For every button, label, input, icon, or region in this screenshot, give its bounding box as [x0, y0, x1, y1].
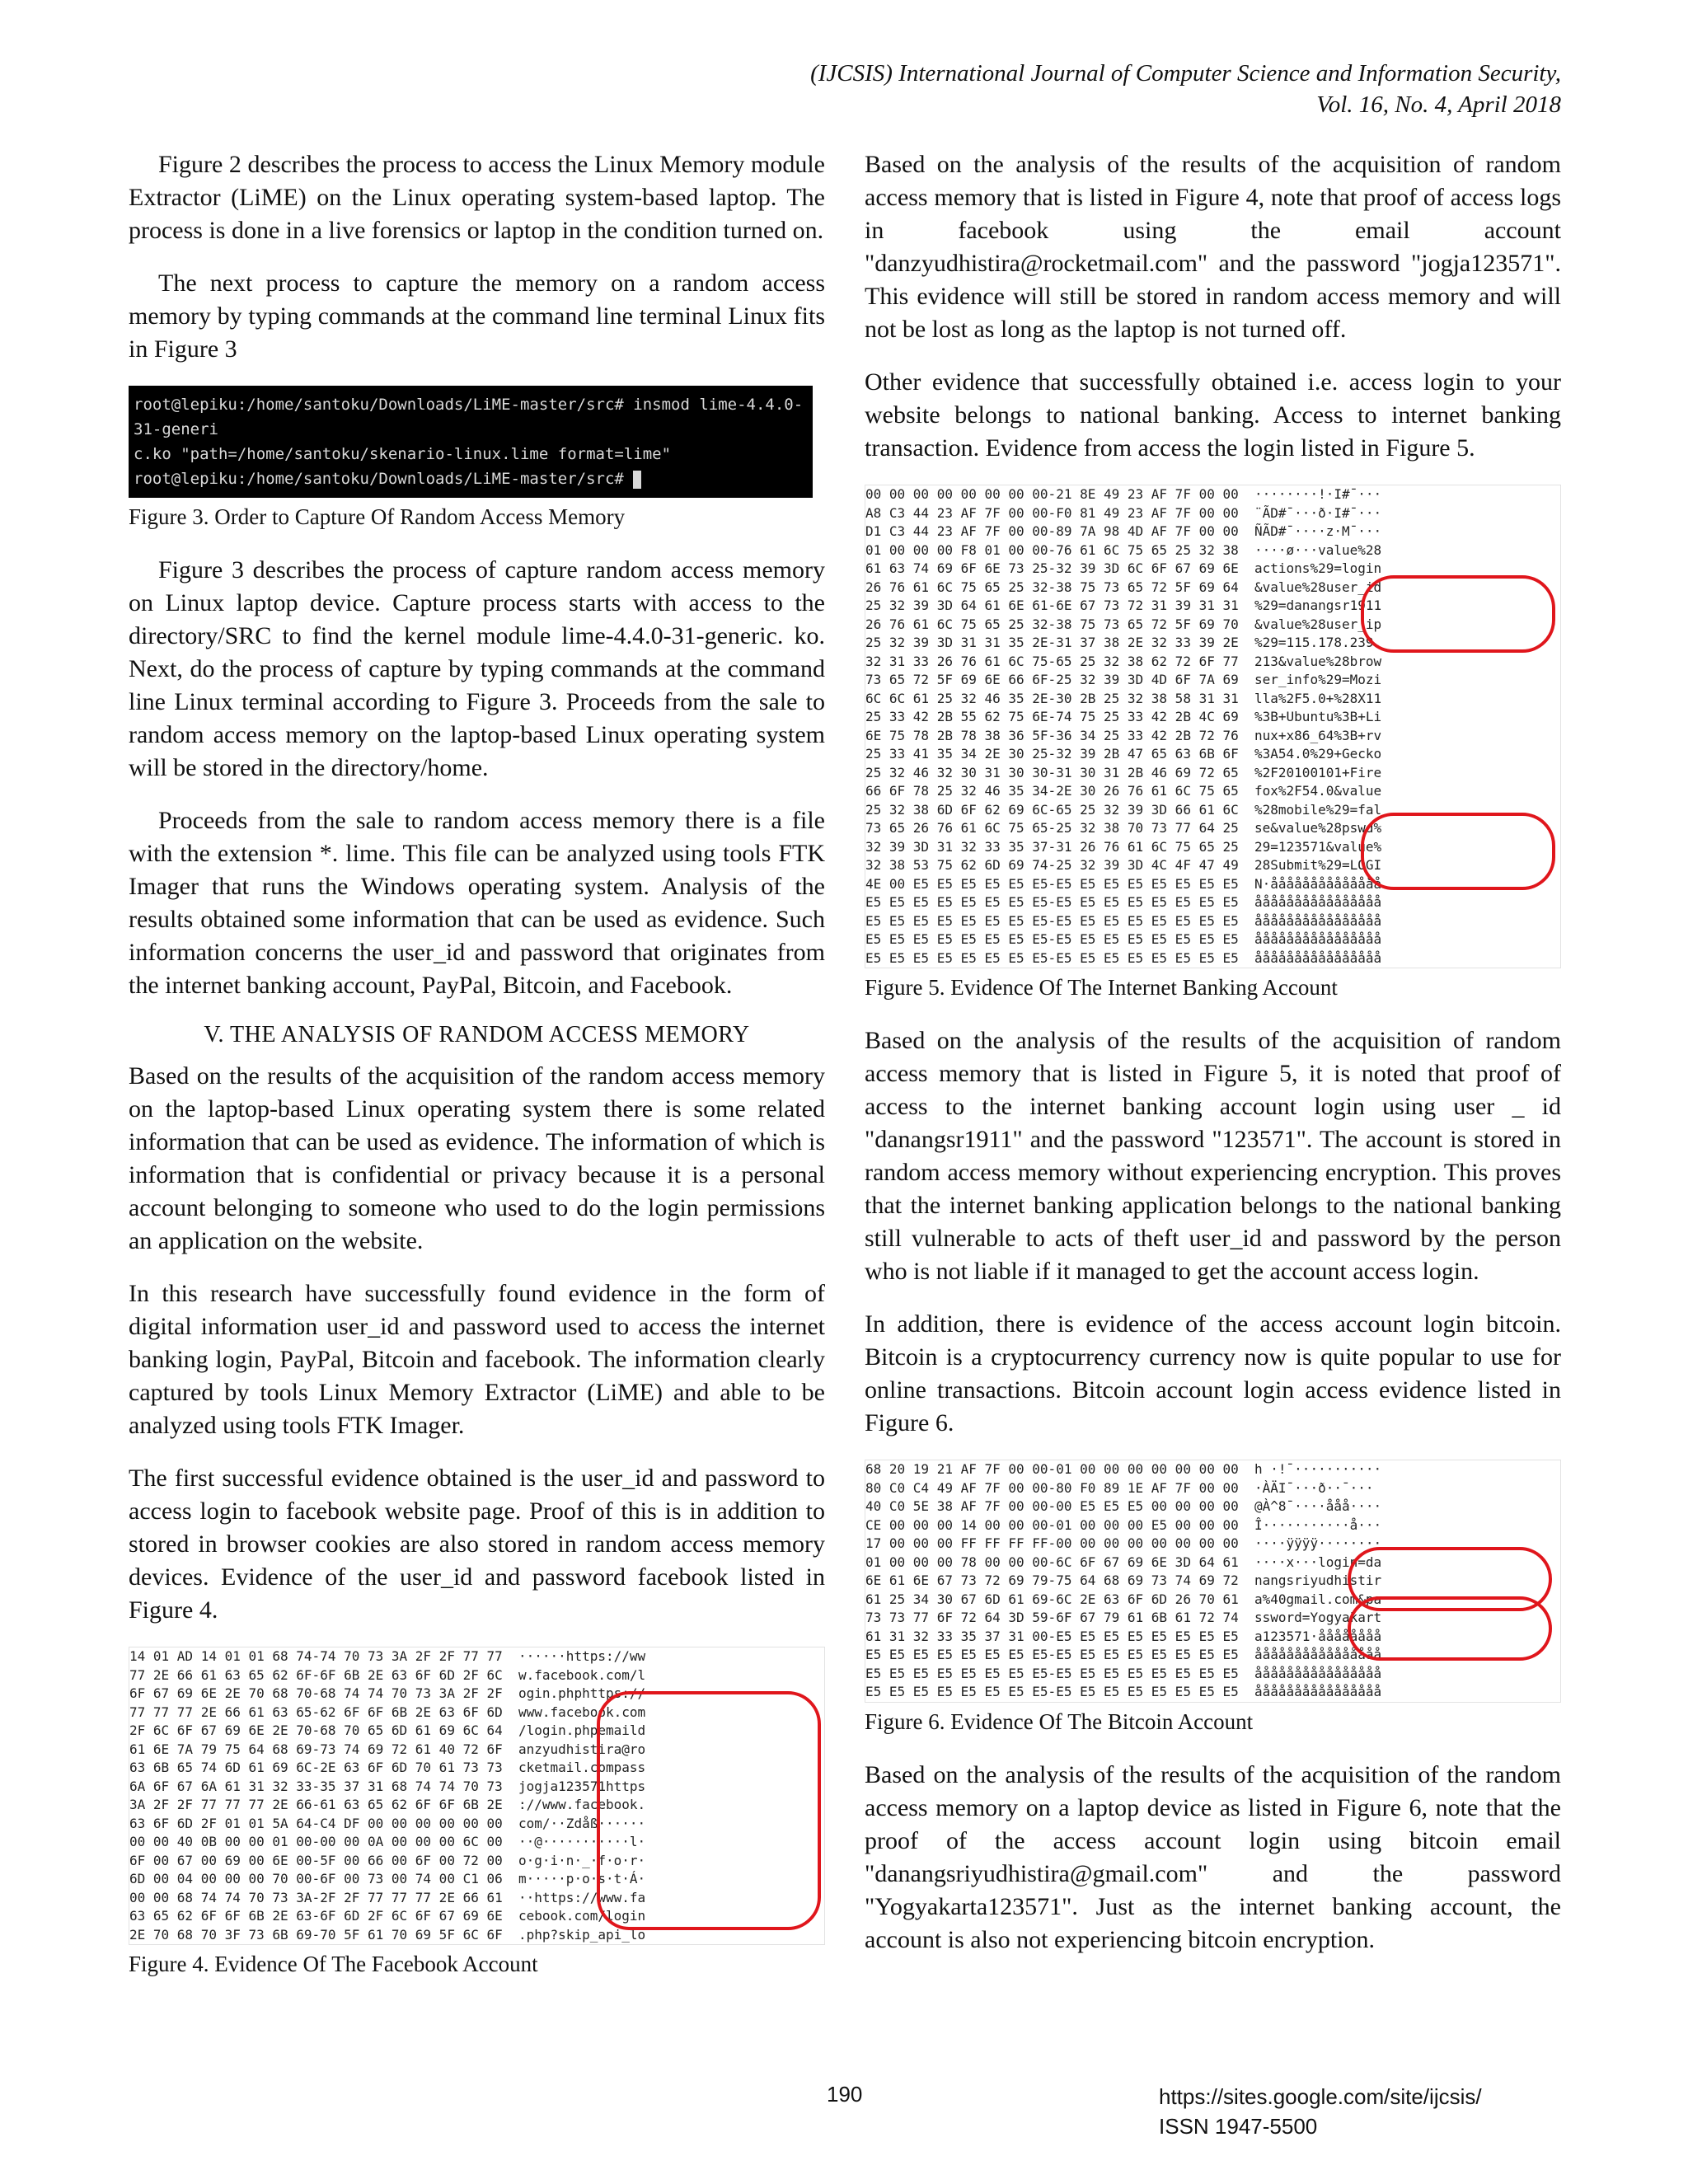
footer-url: https://sites.google.com/site/ijcsis/ [1159, 2084, 1482, 2109]
hex-row: 2F 6C 6F 67 69 6E 2E 70-68 70 65 6D 61 69 6C 64 /login.phpemaild [129, 1722, 646, 1738]
cursor-block [633, 471, 641, 489]
figure-3-terminal [129, 386, 813, 498]
hex-row: 6C 6C 61 25 32 46 35 2E-30 2B 25 32 38 58 31 31 lla%2F5.0+%28X11 [865, 690, 1382, 706]
terminal-prompt: root@lepiku:/home/santoku/Downloads/LiME-master/src# [134, 470, 634, 488]
hex-row: 77 77 77 2E 66 61 63 65-62 6F 6F 6B 2E 63 6F 6D www.facebook.com [129, 1704, 646, 1720]
paragraph: Proceeds from the sale to random access memory there is a file with the extension *. lime. This file can be analyzed using tools FTK Imager that runs the Windows operating system. Analysis of the results obtained some information that can be used as evidence. Such information concerns the user_id and password that originates from the internet banking account, PayPal, Bitcoin, and Facebook. [129, 807, 825, 999]
hex-row: E5 E5 E5 E5 E5 E5 E5 E5-E5 E5 E5 E5 E5 E5 E5 E5 åååååååååååååååå [865, 931, 1382, 947]
hex-row: 63 6F 6D 2F 01 01 5A 64-C4 DF 00 00 00 00 00 00 com/··Zdåß······ [129, 1815, 646, 1831]
hex-row: 25 32 39 3D 64 61 6E 61-6E 67 73 72 31 39 31 31 %29=danangsr1911 [865, 598, 1382, 613]
hex-row: 40 C0 5E 38 AF 7F 00 00-00 E5 E5 E5 00 00 00 00 @À^8¯····ååå···· [865, 1498, 1382, 1514]
hex-row: E5 E5 E5 E5 E5 E5 E5 E5-E5 E5 E5 E5 E5 E5 E5 E5 åååååååååååååååå [865, 1665, 1382, 1681]
highlight-circle [1361, 575, 1555, 653]
paragraph: Figure 3 describes the process of capture random access memory on Linux laptop device. Capture process starts with access to the directory/SRC to find the kernel module lime-4.4.0-31-generic. ko. Next, do the process of capture by typing commands at the command line Linux terminal according to Figure 3. Proceeds from the sale to random access memory on the laptop-based Linux operating system will be stored in the directory/home. [129, 556, 825, 781]
hex-row: 3A 2F 2F 77 77 77 2E 66-61 63 65 62 6F 6F 6B 2E ://www.facebook. [129, 1797, 646, 1812]
footer-issn: ISSN 1947-5500 [1159, 2114, 1318, 2139]
hex-row: 61 25 34 30 67 6D 61 69-6C 2E 63 6F 6D 26 70 61 a%40gmail.com&pa [865, 1591, 1382, 1607]
figure-6-caption: Figure 6. Evidence Of The Bitcoin Account [865, 1708, 1254, 1734]
hex-row: 32 31 33 26 76 61 6C 75-65 25 32 38 62 72 6F 77 213&value%28brow [865, 653, 1382, 669]
hex-row: 73 73 77 6F 72 64 3D 59-6F 67 79 61 6B 61 72 74 ssword=Yogyakart [865, 1610, 1382, 1625]
hex-row: 68 20 19 21 AF 7F 00 00-01 00 00 00 00 00 00 00 h ·!¯··········· [865, 1461, 1382, 1477]
paragraph: Other evidence that successfully obtained i.e. access login to your website belongs to national banking. Access to internet banking transaction. Evidence from access the login listed in Figure 5. [865, 368, 1561, 462]
paragraph: Based on the analysis of the results of the acquisition of random access memory that is listed in Figure 5, it is noted that proof of access to the internet banking account login using user _ id "danangsr1911" and the password "123571". The account is stored in random access memory without experiencing encryption. This proves that the internet banking application belongs to the national banking still vulnerable to acts of theft user_id and password by the person who is not liable if it managed to get the account access login. [865, 1027, 1561, 1285]
hex-row: E5 E5 E5 E5 E5 E5 E5 E5-E5 E5 E5 E5 E5 E5 E5 E5 åååååååååååååååå [865, 1647, 1382, 1662]
paragraph: The next process to capture the memory on a random access memory by typing commands at the command line terminal Linux fits in Figure 3 [129, 269, 825, 363]
hex-row: 26 76 61 6C 75 65 25 32-38 75 73 65 72 5F 69 64 &value%28user_id [865, 579, 1382, 595]
hex-row: 6E 75 78 2B 78 38 36 5F-36 34 25 33 42 2B 72 76 nux+x86_64%3B+rv [865, 727, 1382, 743]
hex-row: 73 65 26 76 61 6C 75 65-25 32 38 70 73 77 64 25 se&value%28pswd% [865, 820, 1382, 836]
hex-row: 6A 6F 67 6A 61 31 32 33-35 37 31 68 74 74 70 73 jogja123571https [129, 1778, 646, 1794]
hex-row: 63 6B 65 74 6D 61 69 6C-2E 63 6F 6D 70 61 73 73 cketmail.compass [129, 1760, 646, 1775]
hex-row: 6E 61 6E 67 73 72 69 79-75 64 68 69 73 74 69 72 nangsriyudhistir [865, 1572, 1382, 1588]
hex-row: 73 65 72 5F 69 6E 66 6F-25 32 39 3D 4D 6F 7A 69 ser_info%29=Mozi [865, 672, 1382, 687]
highlight-circle [1361, 813, 1555, 890]
highlight-circle [1348, 1596, 1552, 1661]
hex-row: 01 00 00 00 F8 01 00 00-76 61 6C 75 65 25 32 38 ····ø···value%28 [865, 541, 1382, 558]
hex-row: E5 E5 E5 E5 E5 E5 E5 E5-E5 E5 E5 E5 E5 E5 E5 E5 åååååååååååååååå [865, 912, 1382, 929]
hex-row: 32 39 3D 31 32 33 35 37-31 26 76 61 6C 75 65 25 29=123571&value% [865, 838, 1382, 855]
paragraph: In this research have successfully found evidence in the form of digital information user_id and password used to access the internet banking login, PayPal, Bitcoin and facebook. The information clearly captured by tools Linux Memory Extractor (LiME) and able to be analyzed using tools FTK Imager. [129, 1280, 825, 1439]
highlight-circle [597, 1691, 821, 1930]
footer-info [1159, 2082, 1482, 2141]
page-number: 190 [827, 2082, 863, 2107]
hex-row: 80 C0 C4 49 AF 7F 00 00-80 F0 89 1E AF 7F 00 00 ·ÀÄI¯···ð··¯··· [865, 1479, 1374, 1496]
hex-row: E5 E5 E5 E5 E5 E5 E5 E5-E5 E5 E5 E5 E5 E5 E5 E5 åååååååååååååååå [865, 949, 1382, 966]
hex-row: 61 6E 7A 79 75 64 68 69-73 74 69 72 61 40 72 6F anzyudhistira@ro [129, 1741, 646, 1757]
hex-row: A8 C3 44 23 AF 7F 00 00-F0 81 49 23 AF 7F 00 00 ¨ÃD#¯···ð·I#¯··· [865, 504, 1382, 521]
hex-row: 2E 70 68 70 3F 73 6B 69-70 5F 61 70 69 5F 6C 6F .php?skip_api_lo [129, 1926, 646, 1943]
terminal-line [134, 466, 808, 491]
hex-row: 32 38 53 75 62 6D 69 74-25 32 39 3D 4C 4F 47 49 28Submit%29=LOGI [865, 857, 1382, 873]
hex-row: 25 33 41 35 34 2E 30 25-32 39 2B 47 65 63 6B 6F %3A54.0%29+Gecko [865, 746, 1382, 762]
header-line-2: Vol. 16, No. 4, April 2018 [1316, 91, 1561, 118]
paragraph: The first successful evidence obtained is the user_id and password to access login to facebook website page. Proof of this is in addition to stored in browser cookies are also stored in random access memory devices. Evidence of the user_id and password facebook listed in Figure 4. [129, 1465, 825, 1624]
paragraph: In addition, there is evidence of the access account login bitcoin. Bitcoin is a cryptocurrency currency now is quite popular to use for online transactions. Bitcoin account login access evidence listed in Figure 6. [865, 1310, 1561, 1436]
hex-row: 00 00 40 0B 00 00 01 00-00 00 0A 00 00 00 6C 00 ··@···········l· [129, 1834, 646, 1849]
hex-row: 4E 00 E5 E5 E5 E5 E5 E5-E5 E5 E5 E5 E5 E5 E5 E5 N·åååååååååååååå [865, 875, 1382, 892]
figure-6-hexdump [865, 1460, 1561, 1703]
hex-row: 00 00 68 74 74 70 73 3A-2F 2F 77 77 77 2E 66 61 ··https://www.fa [129, 1889, 646, 1905]
hex-row: 26 76 61 6C 75 65 25 32-38 75 73 65 72 5F 69 70 &value%28user_ip [865, 616, 1382, 632]
hex-table [865, 485, 1561, 968]
hex-row: 6D 00 04 00 00 00 70 00-6F 00 73 00 74 00 C1 06 m·····p·o·s·t·Á· [129, 1871, 646, 1886]
paragraph: Based on the results of the acquisition of the random access memory on the laptop-based Linux operating system there is some related information that can be used as evidence. The information of which is information that is confidential or privacy because it is a personal account belonging to someone who used to do the login permissions an application on the website. [129, 1062, 825, 1254]
hex-row: 01 00 00 00 78 00 00 00-6C 6F 67 69 6E 3D 64 61 ····x···login=da [865, 1554, 1382, 1570]
paragraph: Based on the analysis of the results of the acquisition of random access memory that is listed in Figure 4, note that proof of access logs in facebook using the email account "danzyudhistira@rocketmail.com" and the password "jogja123571". This evidence will still be stored in random access memory and will not be lost as long as the laptop is not turned off. [865, 151, 1561, 343]
hex-row: 25 32 39 3D 31 31 35 2E-31 37 38 2E 32 33 39 2E %29=115.178.239. [865, 635, 1382, 650]
hex-row: D1 C3 44 23 AF 7F 00 00-89 7A 98 4D AF 7F 00 00 ÑÃD#¯····z·M¯··· [865, 523, 1382, 539]
hex-row: 25 32 38 6D 6F 62 69 6C-65 25 32 39 3D 66 61 6C %28mobile%29=fal [865, 801, 1382, 818]
hex-row: 17 00 00 00 FF FF FF FF-00 00 00 00 00 00 00 00 ····ÿÿÿÿ········ [865, 1535, 1382, 1551]
figure-4-caption: Figure 4. Evidence Of The Facebook Account [129, 1952, 538, 1976]
terminal-line: c.ko "path=/home/santoku/skenario-linux.lime format=lime" [134, 445, 672, 463]
hex-row: CE 00 00 00 14 00 00 00-01 00 00 00 E5 00 00 00 Î···········å··· [865, 1516, 1382, 1533]
right-column [865, 148, 1561, 1976]
figure-4-hexdump [129, 1647, 825, 1945]
hex-row: 25 32 46 32 30 31 30 30-31 30 31 2B 46 69 72 65 %2F20100101+Fire [865, 764, 1382, 780]
hex-row: 63 65 62 6F 6F 6B 2E 63-6F 6D 2F 6C 6F 67 69 6E cebook.com/login [129, 1908, 646, 1924]
hex-row: 6F 00 67 00 69 00 6E 00-5F 00 66 00 6F 00 72 00 o·g·i·n·_·f·o·r· [129, 1852, 646, 1868]
paragraph: Based on the analysis of the results of the acquisition of the random access memory on a laptop device as listed in Figure 6, note that the proof of the access account login using bitcoin email "danangsriyudhistira@gmail.com" and the password "Yogyakarta123571". Just as the internet banking account, the account is also not experiencing bitcoin encryption. [865, 1760, 1561, 1953]
left-column [129, 148, 825, 2001]
terminal-line: root@lepiku:/home/santoku/Downloads/LiME-master/src# insmod lime-4.4.0-31-generi [134, 396, 804, 438]
hex-row: 66 6F 78 25 32 46 35 34-2E 30 26 76 61 6C 75 65 fox%2F54.0&value [865, 783, 1382, 799]
hex-row: E5 E5 E5 E5 E5 E5 E5 E5-E5 E5 E5 E5 E5 E5 E5 E5 åååååååååååååååå [865, 894, 1382, 910]
paragraph: Figure 2 describes the process to access the Linux Memory module Extractor (LiME) on the Linux operating system-based laptop. The process is done in a live forensics or laptop in the condition turned on. [129, 151, 825, 244]
hex-row: 25 33 42 2B 55 62 75 6E-74 75 25 33 42 2B 4C 69 %3B+Ubuntu%3B+Li [865, 709, 1382, 724]
hex-row: E5 E5 E5 E5 E5 E5 E5 E5-E5 E5 E5 E5 E5 E5 E5 E5 åååååååååååååååå [865, 1684, 1382, 1699]
hex-row: 00 00 00 00 00 00 00 00-21 8E 49 23 AF 7F 00 00 ········!·I#¯··· [865, 486, 1382, 502]
header-line-1: (IJCSIS) International Journal of Computer Science and Information Security, [810, 60, 1561, 87]
journal-header [810, 58, 1561, 120]
hex-row: 6F 67 69 6E 2E 70 68 70-68 74 74 70 73 3A 2F 2F ogin.phphttps:// [129, 1685, 646, 1701]
figure-3-caption: Figure 3. Order to Capture Of Random Access Memory [129, 504, 626, 529]
hex-row: 61 63 74 69 6F 6E 73 25-32 39 3D 6C 6F 67 69 6E actions%29=login [865, 560, 1382, 576]
hex-row: 77 2E 66 61 63 65 62 6F-6F 6B 2E 63 6F 6D 2F 6C w.facebook.com/l [129, 1666, 646, 1683]
figure-5-hexdump [865, 485, 1561, 968]
section-heading: V. THE ANALYSIS OF RANDOM ACCESS MEMORY [204, 1022, 750, 1047]
figure-5-caption: Figure 5. Evidence Of The Internet Banking Account [865, 975, 1338, 1000]
hex-row: 61 31 32 33 35 37 31 00-E5 E5 E5 E5 E5 E5 E5 E5 a123571·åååååååå [865, 1628, 1382, 1644]
hex-row: 14 01 AD 14 01 01 68 74-74 70 73 3A 2F 2F 77 77 ······https://ww [129, 1648, 646, 1664]
